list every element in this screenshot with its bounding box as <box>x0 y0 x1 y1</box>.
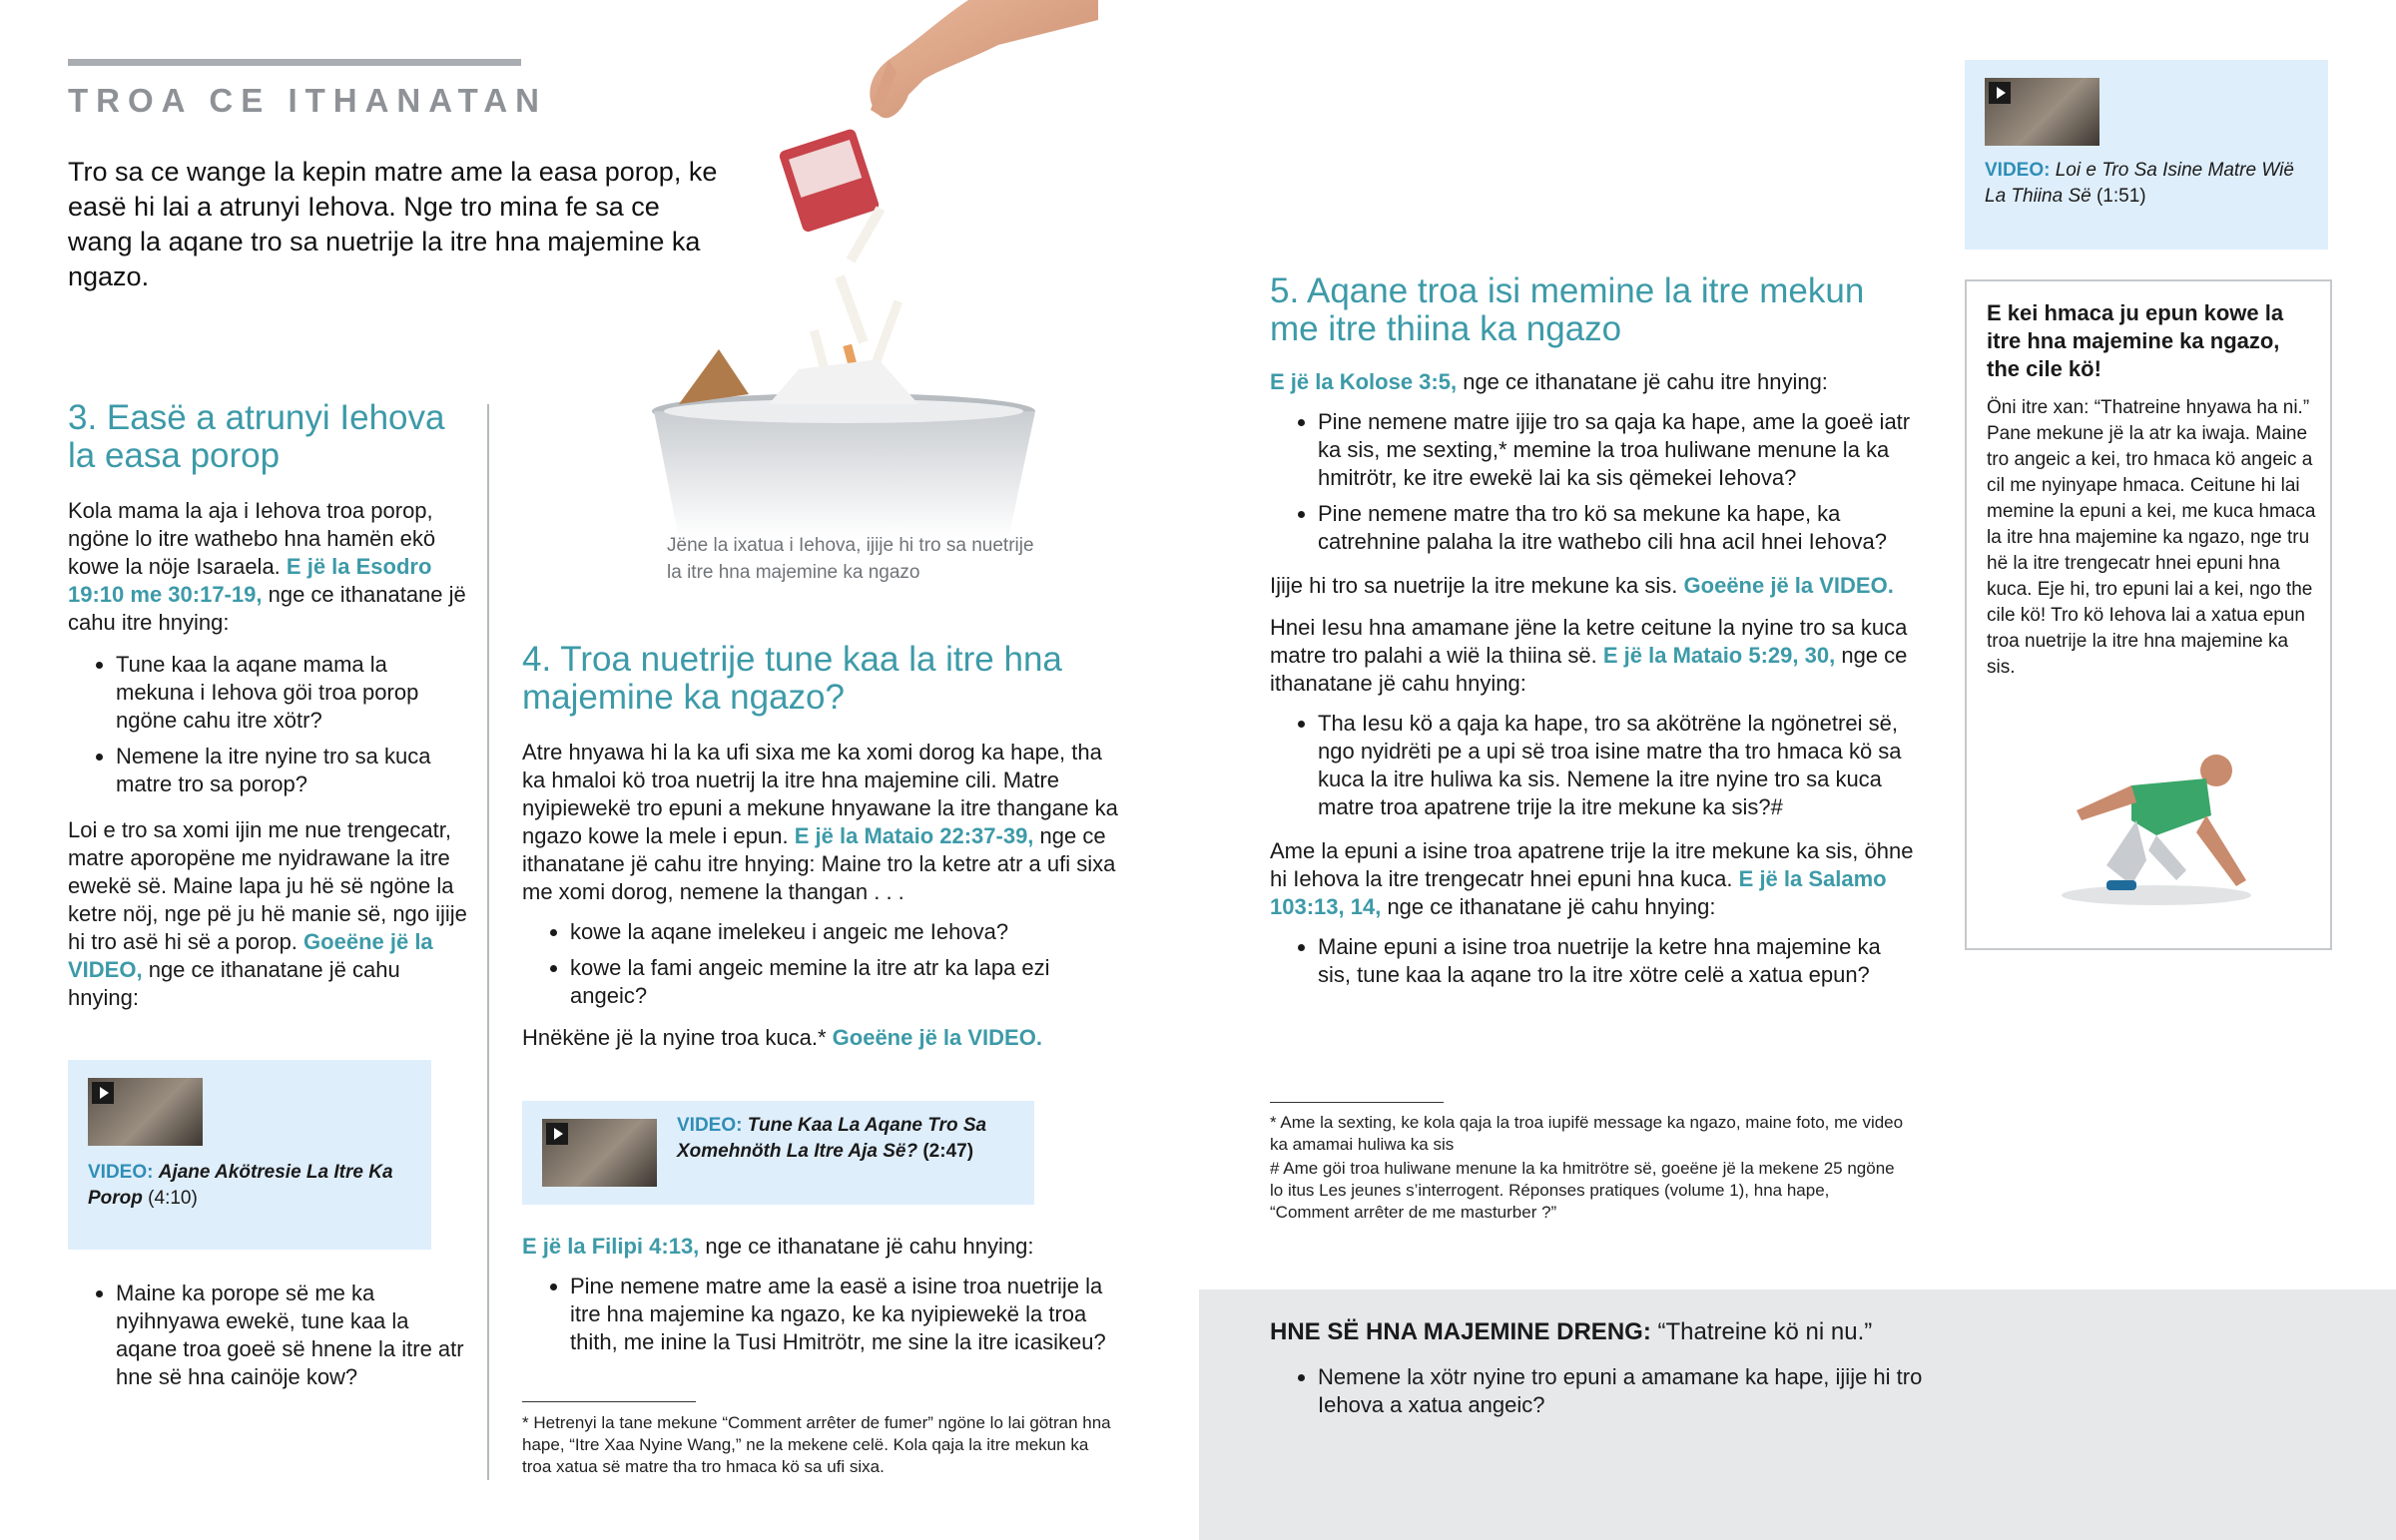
section-3-followup <box>68 1280 475 1399</box>
section-4-para-3: E jë la Filipi 4:13, nge ce ithanatane jë cahu hnying: <box>522 1234 1034 1259</box>
image-caption: Jëne la ixatua i Iehova, ijije hi tro sa nuetrije la itre hna majemine ka ngazo <box>667 535 1034 583</box>
sidebar-heading: E kei hmaca ju epun kowe la itre hna majemine ka ngazo, the cile kö! <box>1987 300 2284 381</box>
video-label: VIDEO: Tune Kaa La Aqane Tro Sa Xomehnöth La Itre Aja Së? (2:47) <box>677 1115 987 1162</box>
section-4-continued <box>522 1233 1121 1364</box>
footnote-rule <box>522 1401 696 1402</box>
list-item: • Pine nemene matre ame la easë a isine troa nuetrije la itre hna majemine ka ngazo, ke ka nyipiewekë la troa thith, me inine la Tusi Hmitrötr, me sine la itre icasikeu? <box>570 1273 1121 1356</box>
section-5 <box>1270 272 1919 997</box>
section-5-para-3: Hnei Iesu hna amamane jëne la ketre ceitune la nyine tro sa kuca matre tro palahi a wië la thiina së. E jë la Mataio 5:29, 30, nge ce ithanatane jë cahu hnying: <box>1270 615 1908 696</box>
runner-icon <box>2037 741 2276 910</box>
scripture-link-kolose[interactable]: E jë la Kolose 3:5, <box>1270 369 1458 394</box>
video-card-thiina[interactable] <box>1965 60 2328 250</box>
watch-video-link[interactable]: Goeëne jë la VIDEO. <box>832 1025 1042 1050</box>
scripture-link-mataio-22[interactable]: E jë la Mataio 22:37-39, <box>794 823 1034 848</box>
footnote-masturbation: # Ame göi troa huliwane menune la ka hmitrötre së, goeëne jë la mekene 25 ngöne lo itus Les jeunes s’interrogent. Réponses pratiques (volume 1), hna hape, “Comment arrêter de me masturber ?” <box>1270 1159 1895 1222</box>
summary-title: HNE SË HNA MAJEMINE DRENG: “Thatreine kö ni nu.” <box>1270 1318 1873 1345</box>
section-5-heading: 5. Aqane troa isi memine la itre mekun me itre thiina ka ngazo <box>1270 271 1865 348</box>
section-4-heading: 4. Troa nuetrije tune kaa la itre hna majemine ka ngazo? <box>522 640 1062 717</box>
section-3-para-1: Kola mama la aja i Iehova troa porop, ngöne lo itre wathebo hna hamën ekö kowe la nöje Isaraela. E jë la Esodro 19:10 me 30:17-19, nge ce ithanatane jë cahu itre hnying: <box>68 498 466 635</box>
section-3-heading: 3. Easë a atrunyi Iehova la easa porop <box>68 398 445 475</box>
list-item: • Tune kaa la aqane mama la mekuna i Iehova göi troa porop ngöne cahu itre xötr? <box>116 651 467 735</box>
summary-band <box>1199 1289 2396 1540</box>
scripture-link-salamo[interactable]: E jë la Salamo 103:13, 14, <box>1270 866 1887 919</box>
video-label: VIDEO: Ajane Akötresie La Itre Ka Porop (4:10) <box>88 1162 393 1209</box>
list-item: • kowe la aqane imelekeu i angeic me Iehova? <box>570 918 1121 946</box>
play-icon[interactable] <box>1989 82 2011 104</box>
trash-bin-icon <box>639 0 1098 544</box>
footnote-section-4: * Hetrenyi la tane mekune “Comment arrêter de fumer” ngöne lo lai götran hna hape, “Itre Xaa Nyine Wang,” ne la mekene celë. Kola qaja la itre mekun ka troa xatua së matre tha tro hmaca kö sa ufi sixa. <box>522 1413 1111 1476</box>
watch-video-link[interactable]: Goeëne jë la VIDEO. <box>1683 573 1894 598</box>
section-kicker: TROA CE ITHANATAN <box>68 82 548 119</box>
section-5-questions <box>1270 408 1919 556</box>
scripture-link-filipi[interactable]: E jë la Filipi 4:13, <box>522 1234 700 1259</box>
section-4-para-2: Hnëkëne jë la nyine troa kuca.* Goeëne jë la VIDEO. <box>522 1025 1042 1050</box>
section-3-para-2: Loi e tro sa xomi ijin me nue trengecatr, matre aporopëne me nyidrawane la itre ewekë së. Maine lapa ju hë së ngöne la ketre nöj, nge pë ju hë manie së, ngo ijije hi tro asë hi së a porop. Goeëne jë la VIDEO, nge ce ithanatane jë cahu hnying: <box>68 817 467 1010</box>
scripture-link-mataio-5[interactable]: E jë la Mataio 5:29, 30, <box>1602 643 1836 668</box>
list-item: • Nemene la xötr nyine tro epuni a amamane ka hape, ijije hi tro Iehova a xatua angeic? <box>1318 1363 1937 1419</box>
list-item: • Maine ka porope së me ka nyihnyawa ewekë, tune kaa la aqane troa goeë së hnene la itre atr hne së hna cainöje kow? <box>116 1280 475 1391</box>
list-item: • kowe la fami angeic memine la itre atr ka lapa ezi angeic? <box>570 954 1121 1010</box>
list-item: • Maine epuni a isine troa nuetrije la ketre hna majemine ka sis, tune kaa la aqane tro la itre xötre celë a xatua epun? <box>1318 933 1919 989</box>
sidebar-box <box>1965 279 2332 950</box>
section-5-questions-2 <box>1270 710 1919 821</box>
intro-paragraph: Tro sa ce wange la kepin matre ame la easa porop, ke easë hi lai a atrunyi Iehova. Nge tro mina fe sa ce wang la aqane tro sa nuetrije la itre hna majemine ka ngazo. <box>68 157 718 291</box>
header-rule <box>68 59 521 66</box>
video-card-porop[interactable] <box>68 1060 431 1250</box>
section-3-questions <box>68 651 467 798</box>
footnote-rule <box>1270 1102 1444 1103</box>
play-icon[interactable] <box>92 1082 114 1104</box>
section-4 <box>522 641 1121 1052</box>
video-thumbnail[interactable] <box>88 1078 203 1146</box>
sidebar-text: Öni itre xan: “Thatreine hnyawa ha ni.” Pane mekune jë la atr ka iwaja. Maine tro angeic a kei, tro hmaca kö angeic a cil me nyinyape hmaca. Ceitune hi lai memine la epuni a kei, me kuca hmaca la itre hna majemine ka ngazo, nge tru hë la itre trengecatr hnei epuni hna kuca. Eje hi, tro epuni lai a kei, ngo the cile kö! Tro kö Iehova lai a xatua epun troa nuetrije la itre hna majemine ka sis. <box>1987 397 2316 678</box>
section-5-para-4: Ame la epuni a isine troa apatrene trije la itre mekune ka sis, öhne hi Iehova la itre trengecatr hnei epuni hna kuca. E jë la Salamo 103:13, 14, nge ce ithanatane jë cahu hnying: <box>1270 838 1914 919</box>
list-item: • Pine nemene matre tha tro kö sa mekune ka hape, ka catrehnine palaha la itre wathebo cili hna acil hnei Iehova? <box>1318 500 1919 556</box>
trash-illustration <box>639 0 1098 544</box>
footnote-sexting: * Ame la sexting, ke kola qaja la troa iupifë message ka ngazo, maine foto, me video ka amamai huliwa ka sis <box>1270 1113 1904 1154</box>
list-item: • Tha Iesu kö a qaja ka hape, tro sa akötrëne la ngönetrei së, ngo nyidrëti pe a upi së troa isine matre tha tro hmaca kö sa kuca la itre huliwa ka sis. Nemene la itre nyine tro sa kuca matre troa apatrene trije la itre mekune ka sis?# <box>1318 710 1919 821</box>
list-item: • Pine nemene matre ijije tro sa qaja ka hape, ame la goeë iatr ka sis, me sexting,* memine la troa huliwane menune la ka hmitrötr, ke itre ewekë lai ka sis qëmekei Iehova? <box>1318 408 1919 492</box>
section-5-para-1: E jë la Kolose 3:5, nge ce ithanatane jë cahu itre hnying: <box>1270 369 1828 394</box>
section-5-questions-3 <box>1270 933 1919 989</box>
watch-video-link[interactable]: Goeëne jë la VIDEO, <box>68 929 433 982</box>
video-thumbnail[interactable] <box>542 1119 657 1187</box>
summary-questions <box>1270 1363 1937 1427</box>
section-3 <box>68 399 467 1012</box>
scripture-link-esodro[interactable]: E jë la Esodro 19:10 me 30:17-19, <box>68 554 432 607</box>
list-item: • Nemene la itre nyine tro sa kuca matre tro sa porop? <box>116 743 467 798</box>
play-icon[interactable] <box>546 1123 568 1145</box>
video-thumbnail[interactable] <box>1985 78 2099 146</box>
section-4-para-1: Atre hnyawa hi la ka ufi sixa me ka xomi dorog ka hape, tha ka hmaloi kö troa nuetrij la itre hna majemine cili. Matre nyipiewekë tro epuni a mekune hnyawane la itre thangane ka ngazo kowe la mele i epun. E jë la Mataio 22:37-39, nge ce ithanatane jë cahu itre hnying: Maine tro la ketre atr a ufi sixa me xomi dorog, nemene la thangan . . . <box>522 740 1118 904</box>
video-card-xomehnoth[interactable] <box>522 1101 1034 1205</box>
column-divider <box>487 404 489 1480</box>
section-4-followup <box>522 1273 1121 1356</box>
video-label: VIDEO: Loi e Tro Sa Isine Matre Wië La Thiina Së (1:51) <box>1985 160 2294 207</box>
section-5-para-2: Ijije hi tro sa nuetrije la itre mekune ka sis. Goeëne jë la VIDEO. <box>1270 573 1894 598</box>
section-4-questions <box>522 918 1121 1010</box>
